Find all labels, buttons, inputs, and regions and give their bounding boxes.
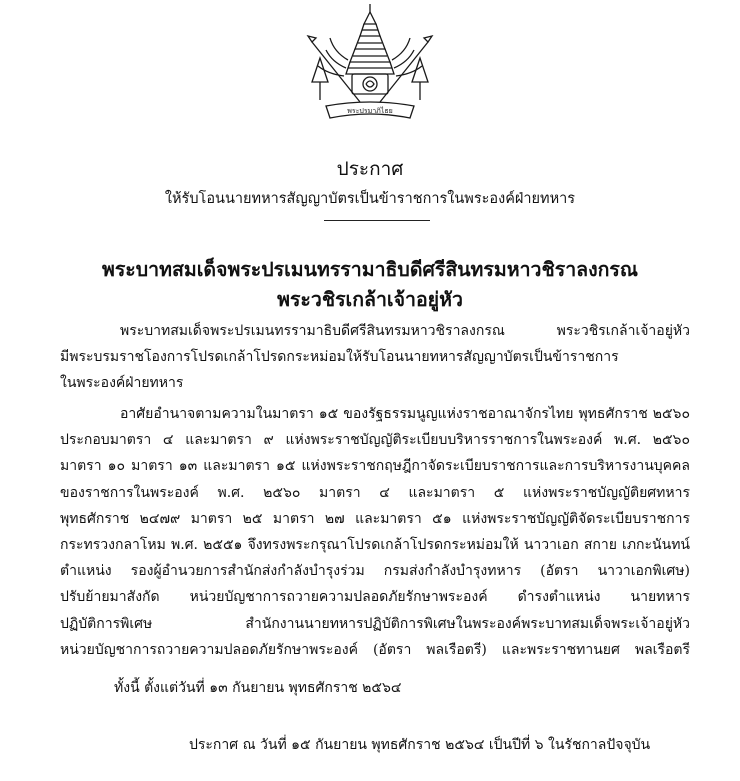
paragraph-line: อาศัยอำนาจตามความในมาตรา ๑๕ ของรัฐธรรมนูญแห่งราชอาณาจักรไทย พุทธศักราช ๒๕๖๐: [120, 406, 690, 422]
paragraph-line: ของราชการในพระองค์ พ.ศ. ๒๕๖๐ มาตรา ๔ และมาตรา ๕ แห่งพระราชบัญญัติยศทหาร: [60, 484, 690, 501]
announcement-title: ประกาศ: [336, 158, 404, 180]
paragraph-line: กระทรวงกลาโหม พ.ศ. ๒๕๕๑ จึงทรงพระกรุณาโปรดเกล้าโปรดกระหม่อมให้ นาวาเอก สกาย เภกะนันทน์: [60, 537, 690, 554]
paragraph-line: มาตรา ๑๐ มาตรา ๑๓ และมาตรา ๑๕ แห่งพระราชกฤษฎีกาจัดระเบียบราชการและการบริหารงานบุคคล: [60, 458, 690, 475]
paragraph-2: [60, 401, 690, 663]
paragraph-line: มีพระบรมราชโองการโปรดเกล้าโปรดกระหม่อมให้รับโอนนายทหารสัญญาบัตรเป็นข้าราชการ: [60, 349, 619, 366]
paragraph-1: [60, 318, 690, 397]
paragraph-line: ปฏิบัติการพิเศษ สำนักงานนายทหารปฏิบัติการพิเศษในพระองค์พระบาทสมเด็จพระเจ้าอยู่หัว: [60, 615, 690, 632]
paragraph-line: หน่วยบัญชาการถวายความปลอดภัยรักษาพระองค์ (อัตรา พลเรือตรี) และพระราชทานยศ พลเรือตรี: [60, 641, 690, 658]
paragraph-line: ตำแหน่ง รองผู้อำนวยการสำนักส่งกำลังบำรุงร่วม กรมส่งกำลังบำรุงทหาร (อัตรา นาวาเอกพิเศษ): [60, 563, 690, 580]
paragraph-line: ปรับย้ายมาสังกัด หน่วยบัญชาการถวายความปลอดภัยรักษาพระองค์ ดำรงตำแหน่ง นายทหาร: [60, 589, 690, 606]
paragraph-line: ในพระองค์ฝ่ายทหาร: [60, 375, 184, 392]
paragraph-line: ประกอบมาตรา ๔ และมาตรา ๙ แห่งพระราชบัญญัติระเบียบบริหารราชการในพระองค์ พ.ศ. ๒๕๖๐: [60, 432, 690, 449]
emblem-ribbon-text: พระปรมาภิไธย: [347, 107, 393, 115]
paragraph-line: พระบาทสมเด็จพระปรเมนทรรามาธิบดีศรีสินทรมหาวชิราลงกรณ พระวชิรเกล้าเจ้าอยู่หัว: [120, 323, 690, 339]
announcement-subtitle: ให้รับโอนนายทหารสัญญาบัตรเป็นข้าราชการในพระองค์ฝ่ายทหาร: [164, 191, 576, 207]
king-title-line1: พระบาทสมเด็จพระปรเมนทรรามาธิบดีศรีสินทรมหาวชิราลงกรณ: [101, 258, 638, 281]
effective-date: ทั้งนี้ ตั้งแต่วันที่ ๑๓ กันยายน พุทธศักราช ๒๕๖๔: [114, 680, 402, 696]
divider: [324, 220, 430, 221]
king-title-line2: พระวชิรเกล้าเจ้าอยู่หัว: [277, 288, 463, 311]
closing-statement: ประกาศ ณ วันที่ ๑๕ กันยายน พุทธศักราช ๒๕๖๔ เป็นปีที่ ๖ ในรัชกาลปัจจุบัน: [189, 737, 651, 753]
royal-emblem-icon: [304, 2, 436, 122]
paragraph-line: พุทธศักราช ๒๔๗๙ มาตรา ๒๕ มาตรา ๒๗ และมาตรา ๕๑ แห่งพระราชบัญญัติจัดระเบียบราชการ: [60, 510, 690, 527]
